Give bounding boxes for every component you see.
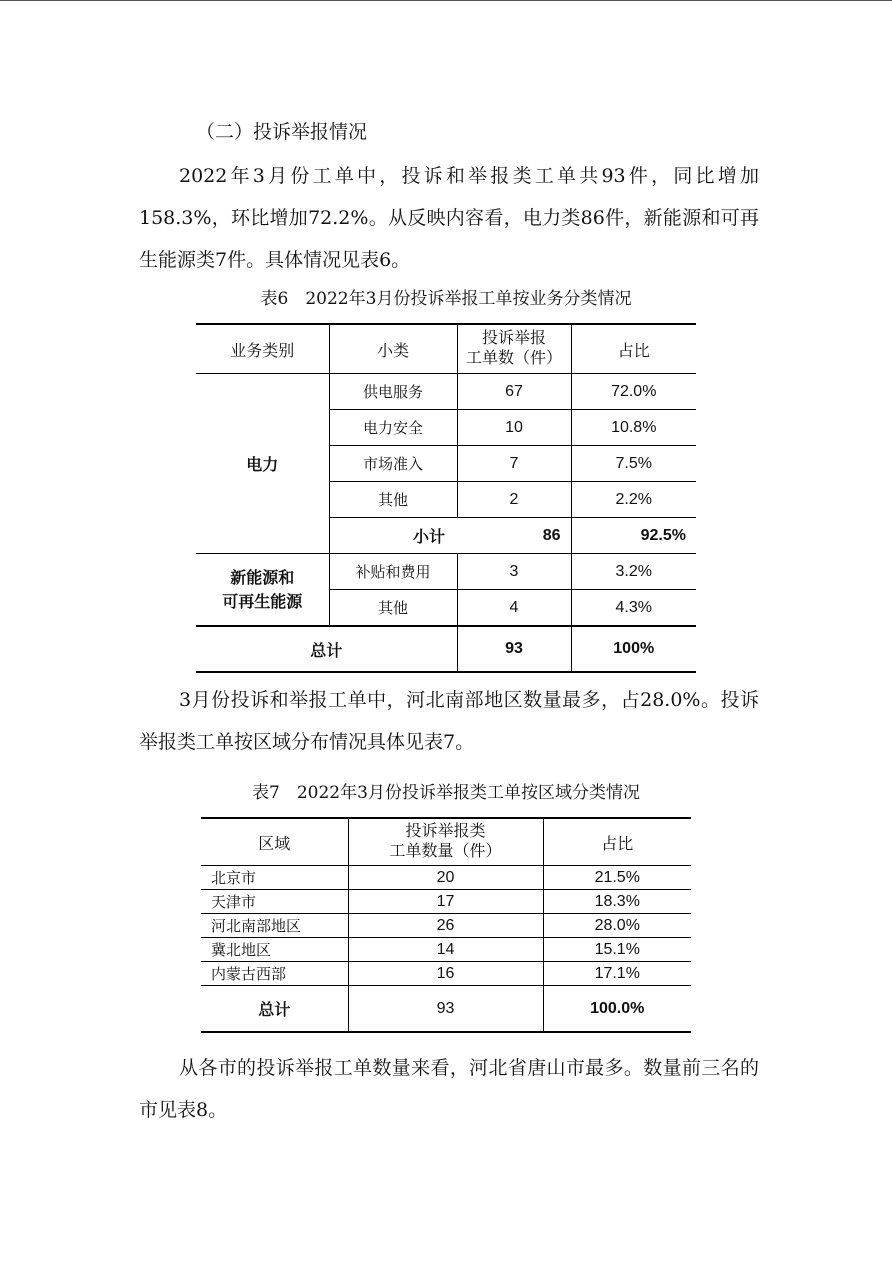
table6-header-row (196, 324, 696, 374)
table-cell: 17.1% (543, 962, 691, 986)
table-cell: 72.0% (571, 374, 696, 410)
table7-header-row (201, 818, 691, 866)
table6-group-renewable: 新能源和 可再生能源 (196, 554, 329, 627)
paragraph-summary: 2022年3月份工单中，投诉和举报类工单共93件，同比增加158.3%，环比增加72.2%。从反映内容看，电力类86件，新能源和可再生能源类7件。具体情况见表6。 (139, 165, 759, 271)
table-cell: 补贴和费用 (329, 554, 457, 590)
table-row (201, 962, 691, 986)
table-cell: 市场准入 (329, 446, 457, 482)
table6-header-category: 业务类别 (196, 324, 329, 374)
table-cell: 北京市 (201, 866, 348, 890)
table-cell: 电力安全 (329, 410, 457, 446)
table-row (196, 374, 696, 410)
subtotal-label: 小计 (329, 518, 457, 554)
table-row (201, 866, 691, 890)
subtotal-count: 86 (457, 518, 571, 554)
table7-header-count: 投诉举报类 工单数量（件） (348, 818, 543, 866)
total-label: 总计 (201, 986, 348, 1033)
table-cell: 内蒙古西部 (201, 962, 348, 986)
table-cell: 15.1% (543, 938, 691, 962)
paragraph-region: 3月份投诉和举报工单中，河北南部地区数量最多，占28.0%。投诉举报类工单按区域分布情况具体见表7。 (139, 689, 759, 753)
table7-caption: 表7 2022年3月份投诉举报类工单按区域分类情况 (252, 783, 640, 803)
paragraph-city: 从各市的投诉举报工单数量来看，河北省唐山市最多。数量前三名的市见表8。 (139, 1057, 759, 1121)
table-row (201, 938, 691, 962)
total-label: 总计 (196, 626, 457, 672)
table-cell: 28.0% (543, 914, 691, 938)
table-cell: 67 (457, 374, 571, 410)
table-cell: 4.3% (571, 590, 696, 627)
table-row (201, 890, 691, 914)
table-cell: 10.8% (571, 410, 696, 446)
table-cell: 河北南部地区 (201, 914, 348, 938)
total-count: 93 (348, 986, 543, 1033)
table6-header-share: 占比 (571, 324, 696, 374)
table6-group-electric: 电力 (196, 374, 329, 554)
table6-header-subcategory: 小类 (329, 324, 457, 374)
table6-caption: 表6 2022年3月份投诉举报工单按业务分类情况 (260, 289, 632, 309)
table-cell: 2.2% (571, 482, 696, 518)
total-count: 93 (457, 626, 571, 672)
table6-total-row (196, 626, 696, 672)
table-cell: 18.3% (543, 890, 691, 914)
table-row (201, 914, 691, 938)
table-cell: 3 (457, 554, 571, 590)
table-cell: 14 (348, 938, 543, 962)
table-row (196, 554, 696, 590)
table-cell: 其他 (329, 482, 457, 518)
page-top-border (0, 0, 892, 1)
table-cell: 26 (348, 914, 543, 938)
table-cell: 2 (457, 482, 571, 518)
table-cell: 7.5% (571, 446, 696, 482)
table-cell: 4 (457, 590, 571, 627)
table-cell: 17 (348, 890, 543, 914)
table-cell: 20 (348, 866, 543, 890)
total-share: 100.0% (543, 986, 691, 1033)
total-share: 100% (571, 626, 696, 672)
table-cell: 7 (457, 446, 571, 482)
table6 (196, 323, 696, 673)
table-cell: 21.5% (543, 866, 691, 890)
table-cell: 16 (348, 962, 543, 986)
table-cell: 冀北地区 (201, 938, 348, 962)
table7-header-region: 区域 (201, 818, 348, 866)
table7-total-row (201, 986, 691, 1033)
table-cell: 其他 (329, 590, 457, 627)
table-cell: 天津市 (201, 890, 348, 914)
table-cell: 供电服务 (329, 374, 457, 410)
table6-header-count: 投诉举报 工单数（件） (457, 324, 571, 374)
table-cell: 10 (457, 410, 571, 446)
subtotal-share: 92.5% (571, 518, 696, 554)
section-heading: （二）投诉举报情况 (196, 121, 368, 143)
table7 (201, 817, 691, 1033)
table-cell: 3.2% (571, 554, 696, 590)
table7-header-share: 占比 (543, 818, 691, 866)
